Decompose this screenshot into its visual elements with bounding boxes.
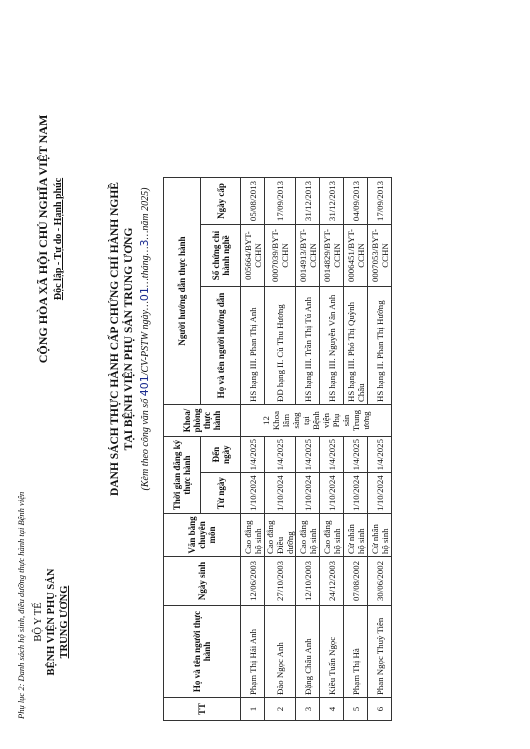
- cell-to: 1/4/2025: [320, 437, 344, 473]
- country-name: CỘNG HÒA XÃ HỘI CHỦ NGHĨA VIỆT NAM: [36, 114, 50, 364]
- table-row: [344, 178, 368, 721]
- cell-degree: Cao đẳng hộ sinh: [241, 514, 265, 557]
- cell-guide: HS hạng III. Phan Thị Anh: [241, 287, 265, 405]
- cell-cert-date: 17/09/2013: [368, 178, 392, 225]
- table-row: [320, 178, 344, 721]
- cell-dob: 12/10/2003: [296, 557, 320, 606]
- org-ministry: BỘ Y TẾ: [33, 602, 44, 642]
- header-cert: Số chứng chỉ hành nghề: [201, 225, 241, 287]
- cell-name: Phạm Thị Hà: [344, 606, 368, 698]
- header-from: Từ ngày: [201, 473, 241, 514]
- header-dob: Ngày sinh: [164, 557, 241, 606]
- dept-line: ương: [361, 411, 371, 430]
- dept-line: lâm sàng: [281, 412, 301, 429]
- motto: Độc lập - Tự do - Hạnh phúc: [53, 177, 64, 301]
- cell-cert-date: 04/09/2013: [344, 178, 368, 225]
- cell-stt: 4: [320, 698, 344, 721]
- dept-line: sản: [341, 414, 351, 427]
- cell-guide: HS hạng II. Phan Thị Hường: [368, 287, 392, 405]
- cell-from: 1/10/2024: [320, 473, 344, 514]
- dept-line: 12 Khoa: [261, 411, 281, 431]
- cell-cert: 0006451/BYT-CCHN: [344, 225, 368, 287]
- cell-to: 1/4/2025: [344, 437, 368, 473]
- cell-guide: HS hạng III. Trần Thị Tú Anh: [296, 287, 320, 405]
- organization-block: [32, 547, 71, 697]
- cell-guide: HS hạng III. Phó Thị Quỳnh Châu: [344, 287, 368, 405]
- subtitle-mid: /CV-PSTW ngày: [140, 310, 151, 376]
- doc-number: 401: [138, 375, 151, 397]
- header-degree: Văn bằng chuyên môn: [164, 514, 241, 557]
- cell-dob: 27/10/2003: [265, 557, 296, 606]
- cell-cert: 0007039/BYT-CCHN: [265, 225, 296, 287]
- subtitle-year: năm 2025): [140, 187, 151, 231]
- cell-degree: Cao đẳng hộ sinh: [296, 514, 320, 557]
- document-title: [108, 89, 136, 589]
- cell-cert-date: 17/09/2013: [265, 178, 296, 225]
- cell-name: Đặng Châu Anh: [296, 606, 320, 698]
- header-stt: TT: [164, 698, 241, 721]
- cell-stt: 5: [344, 698, 368, 721]
- cell-stt: 3: [296, 698, 320, 721]
- cell-from: 1/10/2024: [344, 473, 368, 514]
- header-guide-group: Người hướng dẫn thực hành: [164, 178, 201, 405]
- org-hospital: BỆNH VIỆN PHỤ SẢN: [46, 568, 57, 676]
- cell-from: 1/10/2024: [241, 473, 265, 514]
- cell-guide: HS hạng III. Nguyễn Vân Anh: [320, 287, 344, 405]
- appendix-note: Phụ lục 2: Danh sách hộ sinh, điều dưỡng thực hành tại Bệnh viện: [16, 491, 26, 719]
- dept-line: viện Phụ: [321, 412, 341, 429]
- cell-degree: Cao đẳng hộ sinh: [320, 514, 344, 557]
- doc-day: 01: [138, 287, 151, 302]
- title-line2: TẠI BỆNH VIỆN PHỤ SẢN TRUNG ƯƠNG: [123, 227, 135, 451]
- dept-line: tại Bệnh: [301, 411, 321, 430]
- practitioner-table: [163, 177, 392, 721]
- table-row: [296, 178, 320, 721]
- subtitle-prefix: (Kèm theo công văn số: [140, 398, 151, 491]
- cell-name: Phạm Thị Hải Anh: [241, 606, 265, 698]
- table-row: [368, 178, 392, 721]
- cell-name: Kiều Tuấn Ngọc: [320, 606, 344, 698]
- cell-dob: 12/06/2003: [241, 557, 265, 606]
- national-motto: [36, 29, 64, 449]
- org-hospital-line2: TRUNG ƯƠNG: [59, 585, 70, 659]
- cell-cert: 0014829/BYT-CCHN: [320, 225, 344, 287]
- header-dept: Khoa/ phòng thực hành: [164, 405, 241, 437]
- cell-from: 1/10/2024: [368, 473, 392, 514]
- header-to: Đến ngày: [201, 437, 241, 473]
- cell-name: Phan Ngọc Thuỳ Tiên: [368, 606, 392, 698]
- document-subtitle: (Kèm theo công văn số 401/CV-PSTW ngày…01…tháng…3…năm 2025): [138, 187, 151, 491]
- cell-stt: 6: [368, 698, 392, 721]
- cell-cert: 0014913/BYT-CCHN: [296, 225, 320, 287]
- cell-name: Đào Ngọc Anh: [265, 606, 296, 698]
- cell-to: 1/4/2025: [241, 437, 265, 473]
- cell-from: 1/10/2024: [265, 473, 296, 514]
- table-row: [241, 178, 265, 721]
- cell-cert-date: 31/12/2013: [296, 178, 320, 225]
- doc-month: 3: [138, 239, 151, 247]
- header-guide-name: Họ và tên người hướng dẫn: [201, 287, 241, 405]
- header-period: Thời gian đăng ký thực hành: [164, 437, 201, 514]
- subtitle-month-sep: tháng: [140, 255, 151, 279]
- header-name: Họ và tên người thực hành: [164, 606, 241, 698]
- cell-stt: 1: [241, 698, 265, 721]
- cell-to: 1/4/2025: [368, 437, 392, 473]
- cell-degree: Cao đẳng Điều dưỡng: [265, 514, 296, 557]
- cell-cert-date: 31/12/2013: [320, 178, 344, 225]
- cell-degree: Cử nhân hộ sinh: [368, 514, 392, 557]
- header-cert-date: Ngày cấp: [201, 178, 241, 225]
- cell-from: 1/10/2024: [296, 473, 320, 514]
- cell-dob: 24/12/2003: [320, 557, 344, 606]
- dept-line: Trung: [351, 409, 361, 432]
- table-header-row: [164, 178, 201, 721]
- cell-to: 1/4/2025: [265, 437, 296, 473]
- cell-to: 1/4/2025: [296, 437, 320, 473]
- cell-dob: 07/08/2002: [344, 557, 368, 606]
- cell-degree: Cử nhân hộ sinh: [344, 514, 368, 557]
- table-row: [265, 178, 296, 721]
- cell-guide: ĐD hạng II. Cù Thu Hương: [265, 287, 296, 405]
- cell-dob: 30/06/2002: [368, 557, 392, 606]
- cell-cert: 005664/BYT-CCHN: [241, 225, 265, 287]
- cell-cert: 0007053/BYT-CCHN: [368, 225, 392, 287]
- cell-dept: [241, 405, 392, 437]
- title-line1: DANH SÁCH THỰC HÀNH CẤP CHỨNG CHỈ HÀNH NGHỀ: [109, 182, 121, 496]
- cell-cert-date: 05/08/2013: [241, 178, 265, 225]
- cell-stt: 2: [265, 698, 296, 721]
